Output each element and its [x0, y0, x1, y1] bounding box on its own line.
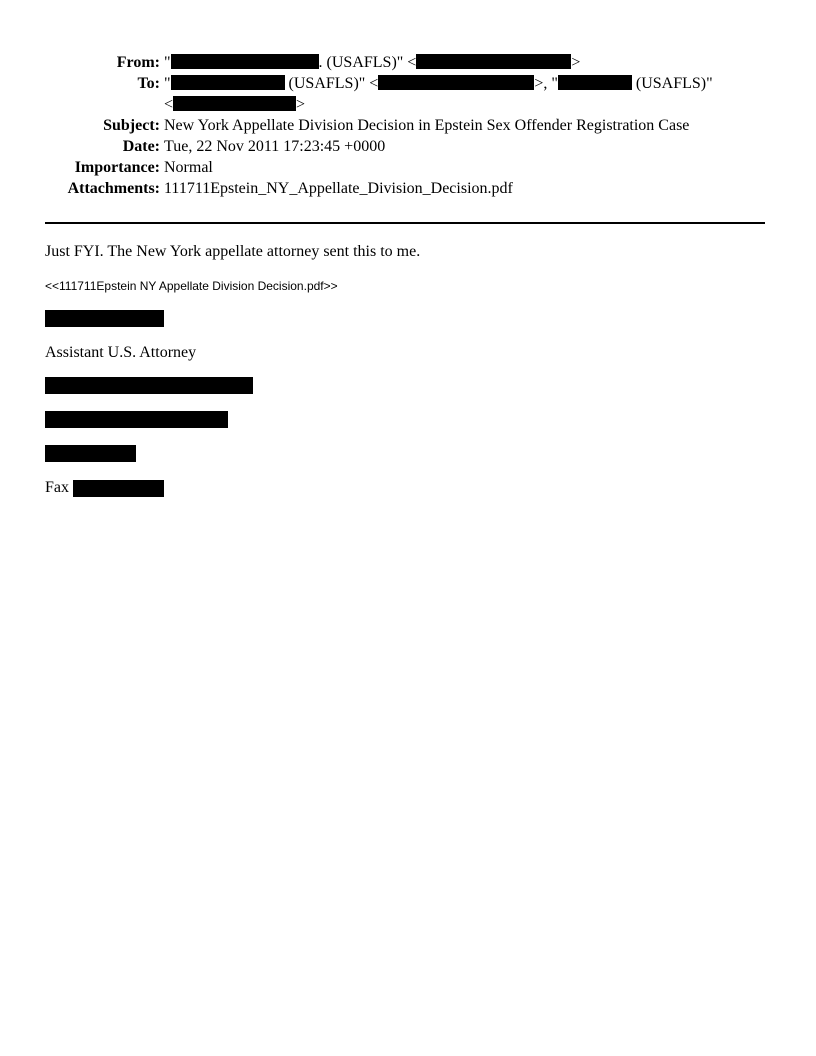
to-label: To:	[137, 75, 160, 92]
importance-label: Importance:	[74, 159, 160, 176]
fax-label: Fax	[45, 479, 69, 496]
from-text: . (USAFLS)" <	[318, 54, 417, 71]
subject-label: Subject:	[103, 117, 160, 134]
attachments-row	[0, 178, 816, 199]
importance-row	[0, 157, 816, 178]
subject-value: New York Appellate Division Decision in Epstein Sex Offender Registration Case	[164, 117, 690, 134]
redaction-block	[45, 411, 228, 428]
signature-title: Assistant U.S. Attorney	[45, 344, 197, 361]
subject-row	[0, 115, 816, 136]
redaction-block	[45, 445, 136, 462]
to-text: (USAFLS)"	[631, 75, 713, 92]
redaction-block	[45, 377, 253, 394]
from-text: "	[164, 54, 171, 71]
redaction-block	[378, 75, 534, 90]
redaction-block	[45, 310, 164, 327]
from-label: From:	[116, 54, 160, 71]
to-text: >	[296, 96, 306, 113]
redaction-block	[416, 54, 571, 69]
from-value	[160, 52, 744, 73]
from-row	[0, 52, 816, 73]
redaction-block	[173, 96, 296, 111]
to-text: <	[164, 96, 174, 113]
redaction-block	[171, 54, 319, 69]
email-header	[0, 52, 816, 199]
redaction-block	[171, 75, 285, 90]
date-label: Date:	[122, 138, 160, 155]
to-row	[0, 73, 816, 115]
attachment-reference: <<111711Epstein NY Appellate Division Decision.pdf>>	[45, 279, 338, 293]
to-value	[160, 73, 744, 115]
fax-line	[45, 479, 69, 497]
date-row	[0, 136, 816, 157]
from-text: >	[571, 54, 581, 71]
intro-text: Just FYI. The New York appellate attorney sent this to me.	[45, 243, 421, 260]
importance-value: Normal	[164, 159, 213, 176]
attachments-label: Attachments:	[67, 180, 160, 197]
redaction-block	[73, 480, 164, 497]
header-divider	[45, 222, 765, 224]
attachments-value: 111711Epstein_NY_Appellate_Division_Decision.pdf	[164, 180, 513, 197]
date-value: Tue, 22 Nov 2011 17:23:45 +0000	[164, 138, 386, 155]
to-text: "	[164, 75, 171, 92]
redaction-block	[558, 75, 632, 90]
to-text: (USAFLS)" <	[284, 75, 379, 92]
to-text: >, "	[534, 75, 558, 92]
